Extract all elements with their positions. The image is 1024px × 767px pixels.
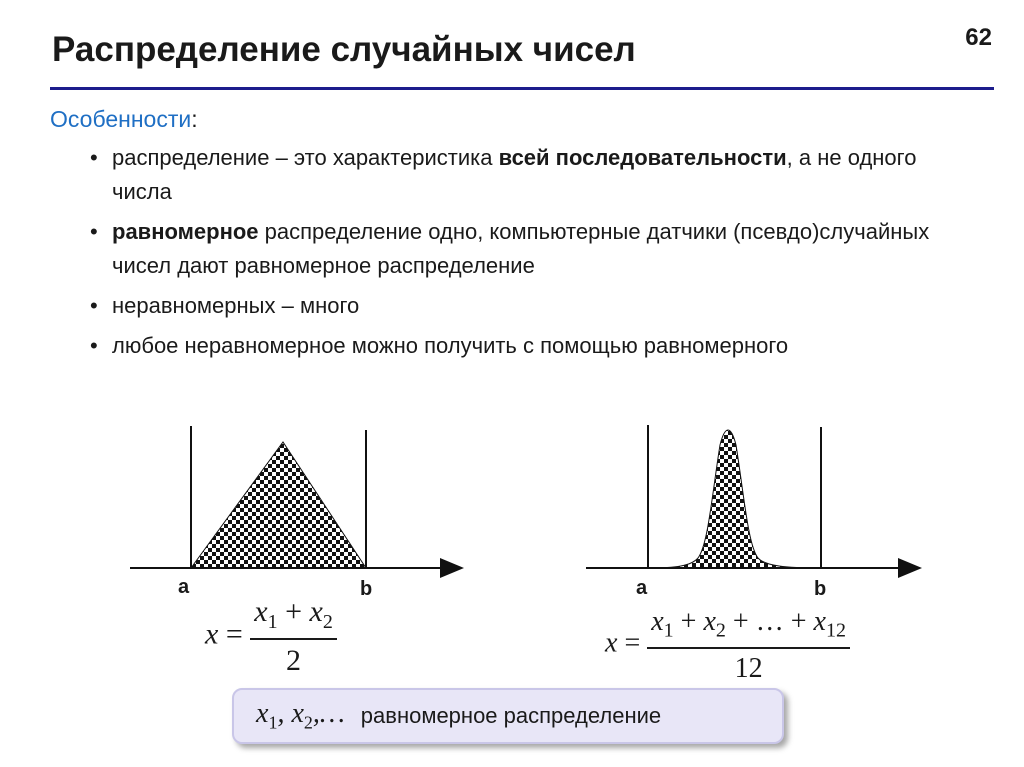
triangle-distribution-graphic xyxy=(120,420,470,580)
title-divider xyxy=(50,87,994,90)
bell-distribution-plot xyxy=(576,415,926,600)
bell-distribution-graphic xyxy=(576,415,926,580)
formula-equals: = xyxy=(225,617,243,651)
formula-denominator: 2 xyxy=(286,644,302,677)
features-list xyxy=(90,141,970,369)
formula-operator: + xyxy=(277,595,310,628)
slide-number: 62 xyxy=(965,24,992,51)
bell-formula xyxy=(605,606,850,685)
formula-denominator: 12 xyxy=(734,652,763,684)
sequence-ellipsis: ,… xyxy=(312,698,345,730)
bullet-text: распределение – это характеристика xyxy=(112,145,499,170)
formula-operator: + … + xyxy=(725,606,814,637)
bullet-bold-text: всей последовательности xyxy=(498,145,787,170)
formula-numerator xyxy=(250,595,337,640)
features-heading-colon: : xyxy=(191,106,198,132)
formula-subscript: 2 xyxy=(322,611,333,633)
formula-numerator xyxy=(647,606,850,649)
bullet-text: распределение одно, компьютерные датчики (псевдо)случайных чисел дают равномерное распределение xyxy=(112,219,930,278)
sequence-var: x xyxy=(291,698,304,730)
bullet-text: , а не одного числа xyxy=(112,145,917,204)
sequence-var: x xyxy=(256,698,269,730)
callout-sequence xyxy=(256,698,345,734)
formula-fraction xyxy=(250,595,337,678)
formula-subscript: 1 xyxy=(267,611,278,633)
formula-equals: = xyxy=(624,627,641,659)
sequence-subscript: 2 xyxy=(303,712,313,733)
formula-operator: + xyxy=(673,606,704,637)
formula-var: x xyxy=(651,606,664,637)
callout-text: равномерное распределение xyxy=(360,703,662,728)
bullet-item xyxy=(90,329,970,363)
formula-fraction xyxy=(647,606,850,685)
bullet-bold-text: равномерное xyxy=(112,219,259,244)
triangle-distribution-plot xyxy=(120,420,470,600)
formula-subscript: 2 xyxy=(715,619,726,642)
uniform-sequence-callout xyxy=(232,688,784,744)
features-heading xyxy=(50,106,198,133)
formula-var: x xyxy=(254,595,268,628)
formula-subscript: 12 xyxy=(825,619,846,642)
bullet-text: неравномерных – много xyxy=(112,293,360,318)
axis-label-a: a xyxy=(636,577,648,599)
formula-lhs: x xyxy=(205,617,219,651)
bullet-item xyxy=(90,289,970,323)
sequence-separator: , xyxy=(277,698,292,730)
axis-label-a: a xyxy=(178,576,190,598)
sequence-subscript: 1 xyxy=(268,712,278,733)
features-heading-text: Особенности xyxy=(50,106,192,132)
axis-label-b: b xyxy=(360,578,373,600)
formula-var: x xyxy=(813,606,826,637)
formula-lhs: x xyxy=(605,627,618,659)
bullet-item xyxy=(90,215,970,283)
axis-label-b: b xyxy=(814,578,827,600)
bullet-item xyxy=(90,141,970,209)
bell-density-area xyxy=(648,430,821,568)
bullet-text: любое неравномерное можно получить с помощью равномерного xyxy=(112,333,789,358)
formula-var: x xyxy=(309,595,323,628)
formula-var: x xyxy=(703,606,716,637)
triangle-formula xyxy=(205,595,337,678)
slide-title: Распределение случайных чисел xyxy=(52,30,636,69)
formula-subscript: 1 xyxy=(663,619,674,642)
triangle-density-area xyxy=(191,442,366,568)
